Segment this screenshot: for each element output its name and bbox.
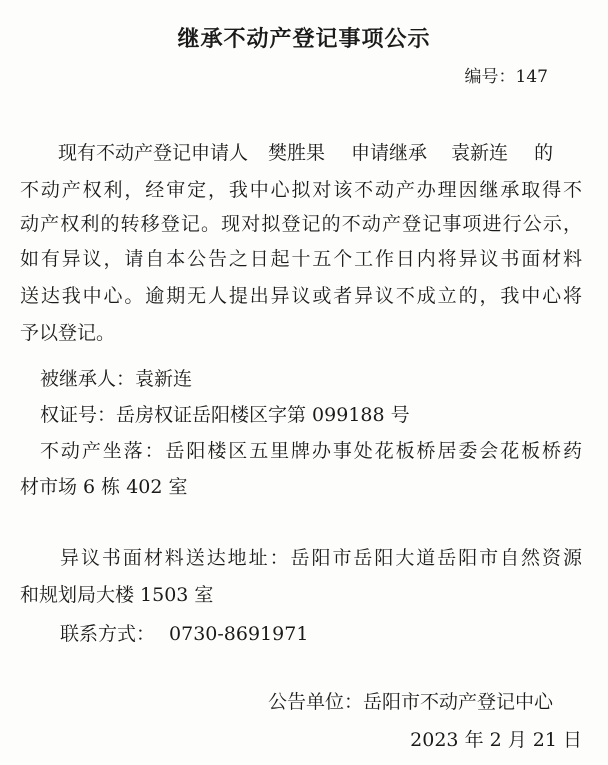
document-title: 继承不动产登记事项公示 [177,27,431,52]
body-line-5: 送达我中心。逾期无人提出异议或者异议不成立的，我中心将 [20,285,582,307]
certificate-value: 岳房权证岳阳楼区字第 099188 号 [116,404,410,426]
contact-value: 0730-8691971 [169,623,309,645]
issuer-label: 公告单位： [268,691,364,713]
issuer-field [268,687,553,714]
body-line-1-mid: 申请继承 [351,142,428,164]
decedent-name-inline: 袁新连 [451,142,509,164]
body-line-1-suffix: 的 [534,142,554,164]
location-value-line-2: 材市场 6 栋 402 室 [20,476,188,498]
location-value-line-1: 岳阳楼区五里牌办事处花板桥居委会花板桥药 [165,440,582,462]
location-field [40,436,582,463]
number-value: 147 [515,67,548,87]
applicant-name: 樊胜果 [268,142,326,164]
objection-address-field [60,543,582,570]
contact-field [60,619,308,646]
certificate-field [40,400,410,427]
document-date: 2023 年 2 月 21 日 [410,729,582,751]
certificate-label: 权证号： [40,404,117,426]
body-line-6: 予以登记。 [20,322,116,344]
document-number [465,62,548,87]
location-label: 不动产坐落： [40,440,166,462]
body-line-3: 动产权利的转移登记。现对拟登记的不动产登记事项进行公示， [20,213,582,235]
decedent-field [40,364,192,391]
decedent-value: 袁新连 [135,368,193,390]
contact-label: 联系方式： [60,623,156,645]
decedent-label: 被继承人： [40,368,136,390]
body-line-4: 如有异议，请自本公告之日起十五个工作日内将异议书面材料 [20,248,582,270]
objection-address-value-line-1: 岳阳市岳阳大道岳阳市自然资源 [290,547,582,569]
objection-address-label: 异议书面材料送达地址： [60,547,291,569]
issuer-value: 岳阳市不动产登记中心 [363,691,554,713]
body-line-1-prefix: 现有不动产登记申请人 [58,142,249,164]
body-line-1 [58,138,578,165]
body-line-2: 不动产权利，经审定，我中心拟对该不动产办理因继承取得不 [20,179,582,201]
number-label: 编号： [464,67,516,87]
objection-address-value-line-2: 和规划局大楼 1503 室 [20,584,214,606]
